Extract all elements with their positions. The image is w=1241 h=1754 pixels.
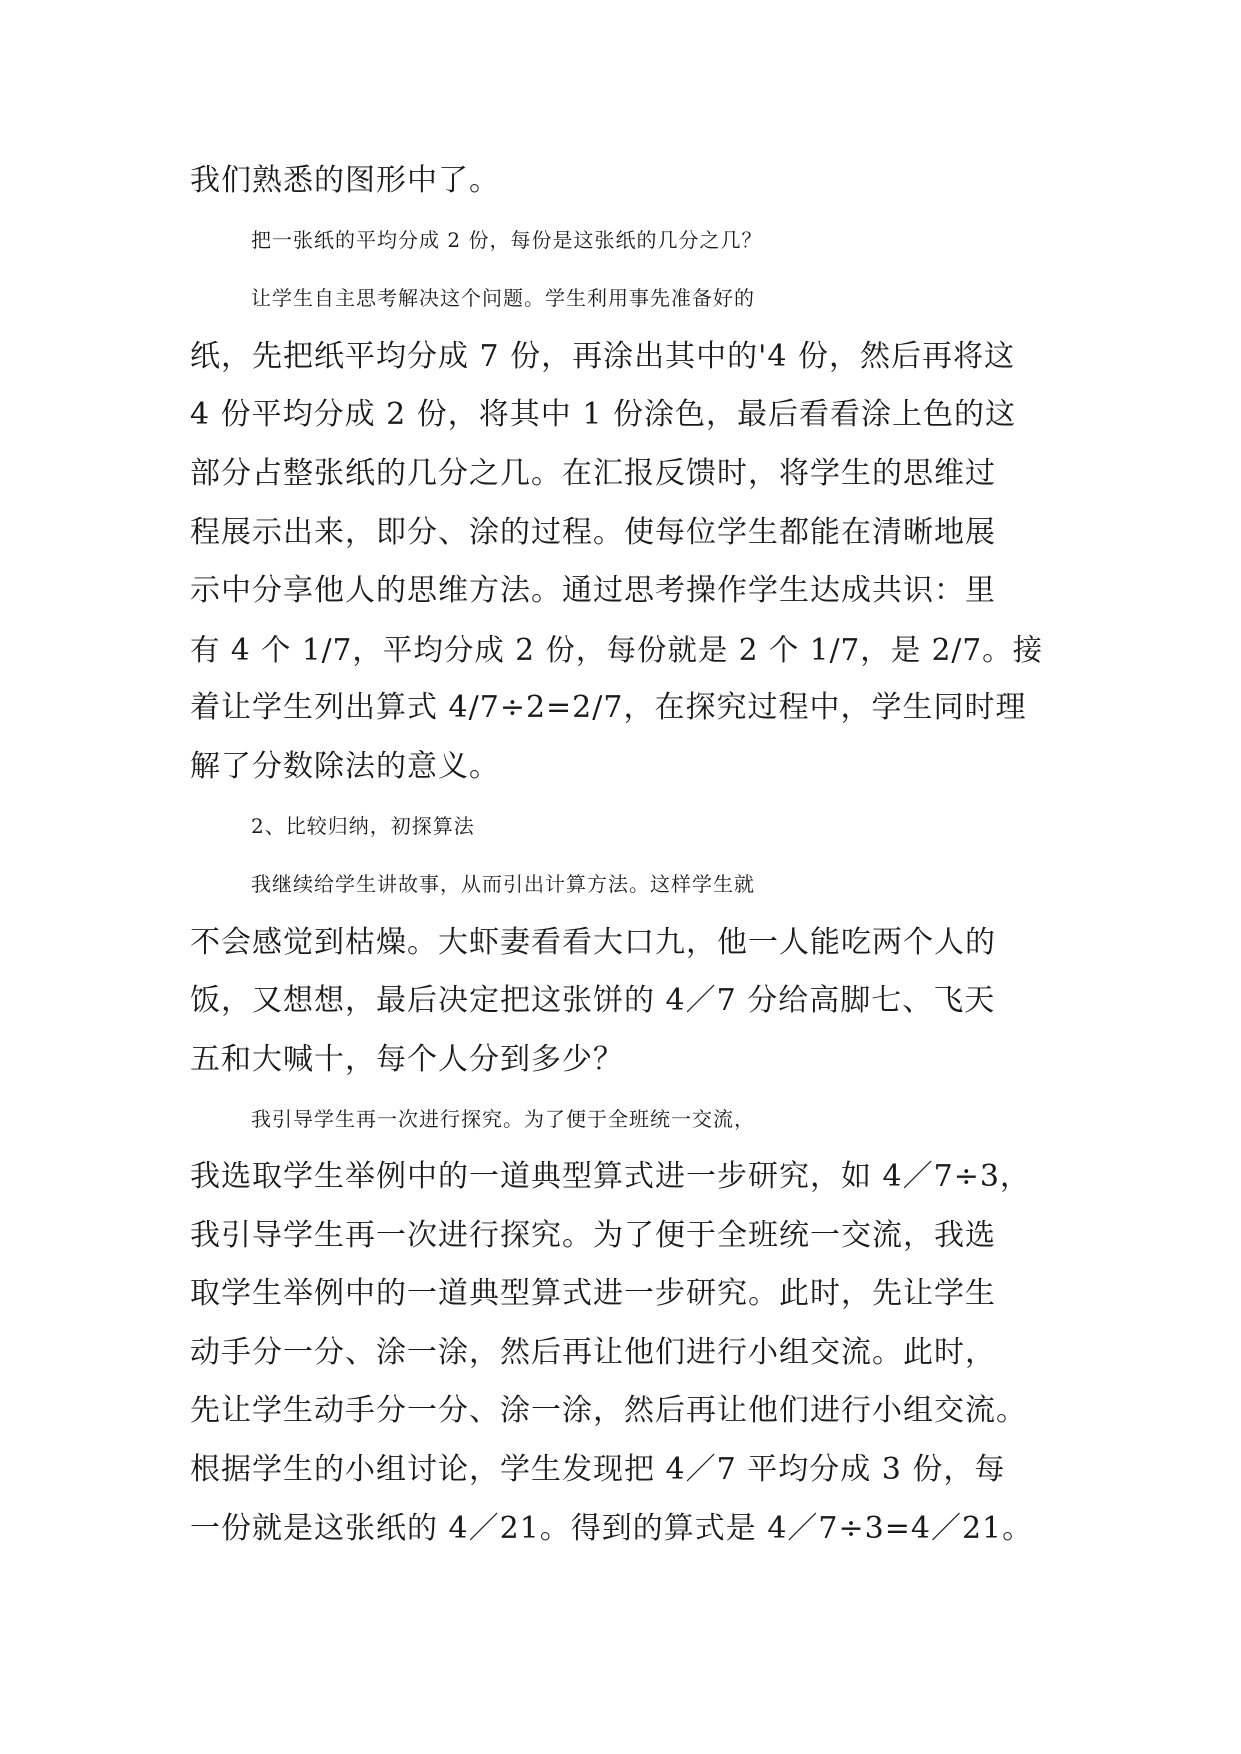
text-line: 纸，先把纸平均分成 7 份，再涂出其中的'4 份，然后再将这 [190,338,1016,374]
text-line: 先让学生动手分一分、涂一涂，然后再让他们进行小组交流。 [190,1393,1027,1429]
text-line: 我引导学生再一次进行探究。为了便于全班统一交流，我选 [190,1217,996,1253]
text-line: 我引导学生再一次进行探究。为了便于全班统一交流， [251,1106,755,1131]
body-text [190,152,1050,1558]
text-line: 一份就是这张纸的 4／21。得到的算式是 4／7÷3=4／21。 [190,1510,1034,1546]
text-line: 4 份平均分成 2 份，将其中 1 份涂色，最后看看涂上色的这 [190,397,1016,433]
text-line: 让学生自主思考解决这个问题。学生利用事先准备好的 [251,286,755,311]
text-line: 有 4 个 1/7，平均分成 2 份，每份就是 2 个 1/7，是 2/7。接 [190,632,1044,667]
text-line: 根据学生的小组讨论，学生发现把 4／7 平均分成 3 份，每 [190,1452,1006,1488]
text-line: 着让学生列出算式 4/7÷2=2/7，在探究过程中，学生同时理 [190,690,1027,726]
text-line: 我们熟悉的图形中了。 [190,163,500,198]
text-line: 五和大喊十，每个人分到多少？ [190,1041,624,1077]
text-line: 解了分数除法的意义。 [190,748,500,784]
text-line: 部分占整张纸的几分之几。在汇报反馈时，将学生的思维过 [190,455,996,491]
text-line: 我选取学生举例中的一道典型算式进一步研究，如 4／7÷3， [190,1159,1031,1195]
text-line: 饭，又想想，最后决定把这张饼的 4／7 分给高脚七、飞天 [190,983,996,1019]
text-line: 不会感觉到枯燥。大虾妻看看大口九，他一人能吃两个人的 [190,924,996,960]
text-line: 动手分一分、涂一涂，然后再让他们进行小组交流。此时， [190,1334,996,1370]
text-line: 我继续给学生讲故事，从而引出计算方法。这样学生就 [251,872,755,897]
text-line: 程展示出来，即分、涂的过程。使每位学生都能在清晰地展 [190,514,996,550]
text-line: 示中分享他人的思维方法。通过思考操作学生达成共识：里 [190,573,996,609]
text-line: 把一张纸的平均分成 2 份，每份是这张纸的几分之几？ [251,227,763,252]
text-line: 2、比较归纳，初探算法 [251,813,475,838]
text-line: 取学生举例中的一道典型算式进一步研究。此时，先让学生 [190,1276,996,1312]
